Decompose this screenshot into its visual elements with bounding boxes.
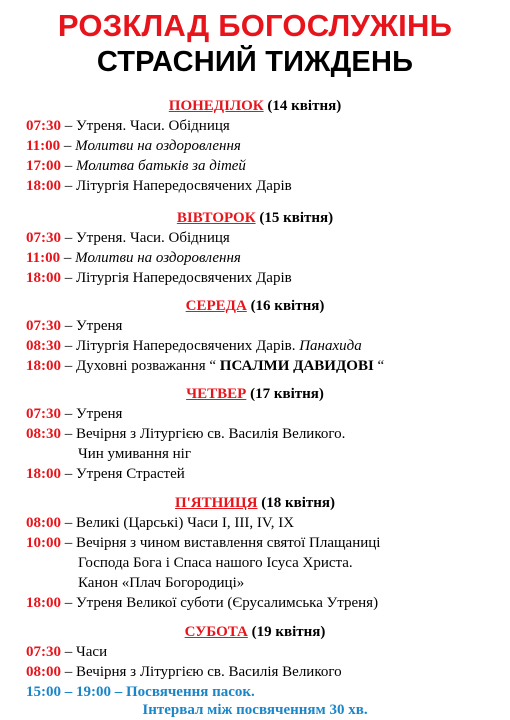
schedule-row-continuation: Канон «Плач Богородиці» xyxy=(78,575,245,591)
day-name: СУБОТА xyxy=(184,624,248,640)
service-time: 08:00 xyxy=(26,515,61,531)
schedule-row: 18:00 – Літургія Напередосвячених Дарів xyxy=(26,178,292,194)
schedule-row: 17:00 – Молитва батьків за дітей xyxy=(26,158,246,174)
day-heading-thursday xyxy=(0,384,510,404)
service-name: Утреня Страстей xyxy=(76,466,185,482)
service-name: Літургія Напередосвячених Дарів. xyxy=(76,338,296,354)
service-time: 08:00 xyxy=(26,664,61,680)
schedule-row: 18:00 – Літургія Напередосвячених Дарів xyxy=(26,270,292,286)
schedule-row: 07:30 – Утреня xyxy=(26,406,123,422)
service-time: 07:30 xyxy=(26,230,61,246)
service-name: Вечірня з чином виставлення святої Плащаниці xyxy=(76,535,381,551)
day-date: (14 квітня) xyxy=(267,98,342,114)
service-time: 18:00 xyxy=(26,466,61,482)
schedule-row: 07:30 – Утреня. Часи. Обідниця xyxy=(26,118,230,134)
service-highlight: ПСАЛМИ ДАВИДОВІ xyxy=(219,358,374,374)
service-name: Утреня. Часи. Обідниця xyxy=(76,230,230,246)
day-name: ВІВТОРОК xyxy=(176,210,256,226)
schedule-row: 18:00 – Утреня Великої суботи (Єрусалимська Утреня) xyxy=(26,595,379,611)
service-name: Літургія Напередосвячених Дарів xyxy=(76,178,292,194)
day-name: ПОНЕДІЛОК xyxy=(168,98,264,114)
schedule-row: 08:30 – Літургія Напередосвячених Дарів. Панахида xyxy=(26,338,362,354)
schedule-row: 07:30 – Утреня xyxy=(26,318,123,334)
service-time: 18:00 xyxy=(26,595,61,611)
day-date: (17 квітня) xyxy=(250,386,324,402)
service-name: Утреня xyxy=(76,318,123,334)
service-name: Молитва батьків за дітей xyxy=(76,158,246,174)
day-heading-monday xyxy=(0,96,510,116)
day-heading-wednesday xyxy=(0,296,510,316)
day-name: П'ЯТНИЦЯ xyxy=(174,495,258,511)
day-heading-saturday xyxy=(0,622,510,642)
schedule-row: 08:00 – Вечірня з Літургією св. Василія Великого xyxy=(26,664,342,680)
schedule-row: 08:30 – Вечірня з Літургією св. Василія Великого. xyxy=(26,426,346,442)
service-extra: Панахида xyxy=(299,338,362,354)
schedule-row: 07:30 – Часи xyxy=(26,644,108,660)
day-heading-friday xyxy=(0,493,510,513)
page-title: РОЗКЛАД БОГОСЛУЖІНЬ xyxy=(57,8,453,43)
schedule-row: 18:00 – Духовні розважання “ ПСАЛМИ ДАВИДОВІ “ xyxy=(26,358,385,374)
service-name: Молитви на оздоровлення xyxy=(75,138,241,154)
schedule-row: 11:00 – Молитви на оздоровлення xyxy=(26,250,241,266)
interval-note: Інтервал між посвяченням 30 хв. xyxy=(142,702,368,718)
schedule-row-continuation: Чин умивання ніг xyxy=(78,446,191,462)
service-name: Посвячення пасок. xyxy=(126,684,255,700)
service-time: 08:30 xyxy=(26,426,61,442)
service-time: 07:30 xyxy=(26,644,61,660)
service-quote-end: “ xyxy=(377,358,385,374)
day-date: (18 квітня) xyxy=(261,495,336,511)
schedule-row-highlight: 15:00 – 19:00 – Посвячення пасок. xyxy=(26,684,255,700)
service-time: 08:30 xyxy=(26,338,61,354)
service-time: 11:00 xyxy=(26,250,61,266)
service-name: Вечірня з Літургією св. Василія Великого xyxy=(76,664,342,680)
service-time: 10:00 xyxy=(26,535,61,551)
schedule-row: 07:30 – Утреня. Часи. Обідниця xyxy=(26,230,230,246)
service-time: 15:00 – 19:00 xyxy=(26,684,111,700)
day-name: ЧЕТВЕР xyxy=(186,386,247,402)
schedule-row: 11:00 – Молитви на оздоровлення xyxy=(26,138,241,154)
service-time: 07:30 xyxy=(26,406,61,422)
service-time: 07:30 xyxy=(26,118,61,134)
day-date: (19 квітня) xyxy=(251,624,326,640)
service-time: 17:00 xyxy=(26,158,61,174)
page-subtitle: СТРАСНИЙ ТИЖДЕНЬ xyxy=(96,46,414,78)
service-name: Вечірня з Літургією св. Василія Великого. xyxy=(76,426,346,442)
day-date: (15 квітня) xyxy=(259,210,334,226)
schedule-row: 08:00 – Великі (Царські) Часи І, ІІІ, IV, IX xyxy=(26,515,295,531)
service-name: Утреня xyxy=(76,406,123,422)
service-time: 18:00 xyxy=(26,178,61,194)
schedule-row: 10:00 – Вечірня з чином виставлення святої Плащаниці xyxy=(26,535,381,551)
service-time: 07:30 xyxy=(26,318,61,334)
service-name: Великі (Царські) Часи І, ІІІ, IV, IX xyxy=(76,515,295,531)
service-name: Часи xyxy=(76,644,108,660)
day-date: (16 квітня) xyxy=(250,298,325,314)
service-name: Утреня. Часи. Обідниця xyxy=(76,118,230,134)
service-name: Літургія Напередосвячених Дарів xyxy=(76,270,292,286)
service-time: 18:00 xyxy=(26,270,61,286)
service-time: 18:00 xyxy=(26,358,61,374)
schedule-row-continuation: Господа Бога і Спаса нашого Ісуса Христа. xyxy=(78,555,353,571)
schedule-row: 18:00 – Утреня Страстей xyxy=(26,466,185,482)
service-time: 11:00 xyxy=(26,138,61,154)
service-name: Духовні розважання “ xyxy=(76,358,217,374)
day-name: СЕРЕДА xyxy=(185,298,247,314)
service-name: Молитви на оздоровлення xyxy=(75,250,241,266)
service-name: Утреня Великої суботи (Єрусалимська Утреня) xyxy=(76,595,379,611)
day-heading-tuesday xyxy=(0,208,510,228)
